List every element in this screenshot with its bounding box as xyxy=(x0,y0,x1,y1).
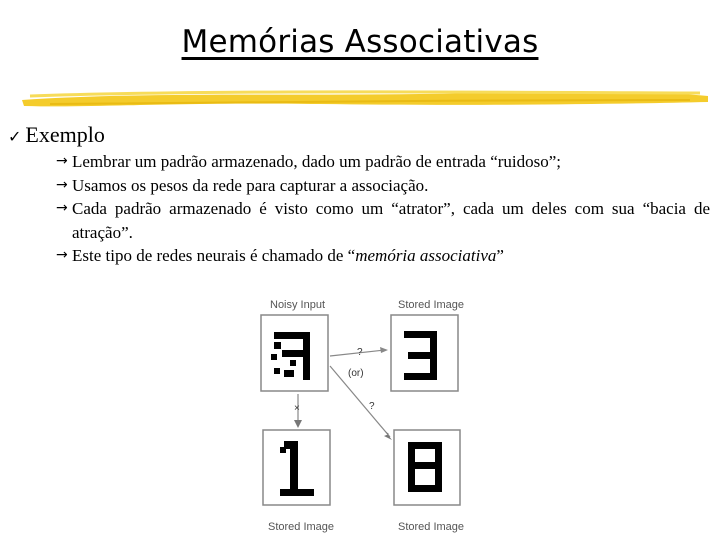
bullet-item xyxy=(58,244,710,268)
right-arrow-icon: → xyxy=(56,176,68,193)
caption-stored-image-bottom-right: Stored Image xyxy=(398,521,465,533)
bullet-list xyxy=(58,150,710,268)
right-arrow-icon: → xyxy=(56,247,68,263)
bullet-text: Cada padrão armazenado é visto como um “atrator”, cada um deles com sua “bacia de atração”. xyxy=(72,199,710,242)
slide-title: Memórias Associativas xyxy=(181,24,539,60)
associative-memory-figure xyxy=(260,290,480,540)
question-mark-middle: ? xyxy=(369,401,375,412)
bullet-text: Usamos os pesos da rede para capturar a associação. xyxy=(72,175,429,195)
question-mark-top: ? xyxy=(357,347,363,358)
bullet-item xyxy=(58,174,710,198)
bullet-text-before: Este tipo de redes neurais é chamado de “ xyxy=(72,246,356,265)
arrowhead-to-eight xyxy=(384,431,392,440)
right-arrow-icon: → xyxy=(56,153,68,169)
arrowhead-to-three xyxy=(380,347,388,353)
stored-image-three-panel xyxy=(391,315,458,391)
arrowhead-to-one xyxy=(294,420,302,428)
checkmark-icon: ✓ xyxy=(8,129,22,146)
bullet-item xyxy=(58,150,710,174)
stored-image-one-panel xyxy=(263,430,330,505)
stored-image-eight-panel xyxy=(394,430,460,505)
yellow-brush-underline xyxy=(20,84,710,112)
x-mark: × xyxy=(294,403,300,414)
heading-label: Exemplo xyxy=(25,122,105,147)
caption-noisy-input: Noisy Input xyxy=(270,299,326,311)
bullet-text-after: ” xyxy=(496,246,504,265)
or-label: (or) xyxy=(348,368,364,379)
bullet-item xyxy=(58,197,710,244)
noisy-input-panel xyxy=(261,315,328,391)
bullet-text: Lembrar um padrão armazenado, dado um padrão de entrada “ruidoso”; xyxy=(72,152,562,171)
bullet-text-italic: memória associativa xyxy=(355,246,497,265)
caption-stored-image-bottom-left: Stored Image xyxy=(268,521,335,533)
caption-stored-image-top: Stored Image xyxy=(398,299,465,311)
section-heading xyxy=(8,122,105,148)
right-arrow-icon: → xyxy=(56,200,68,216)
